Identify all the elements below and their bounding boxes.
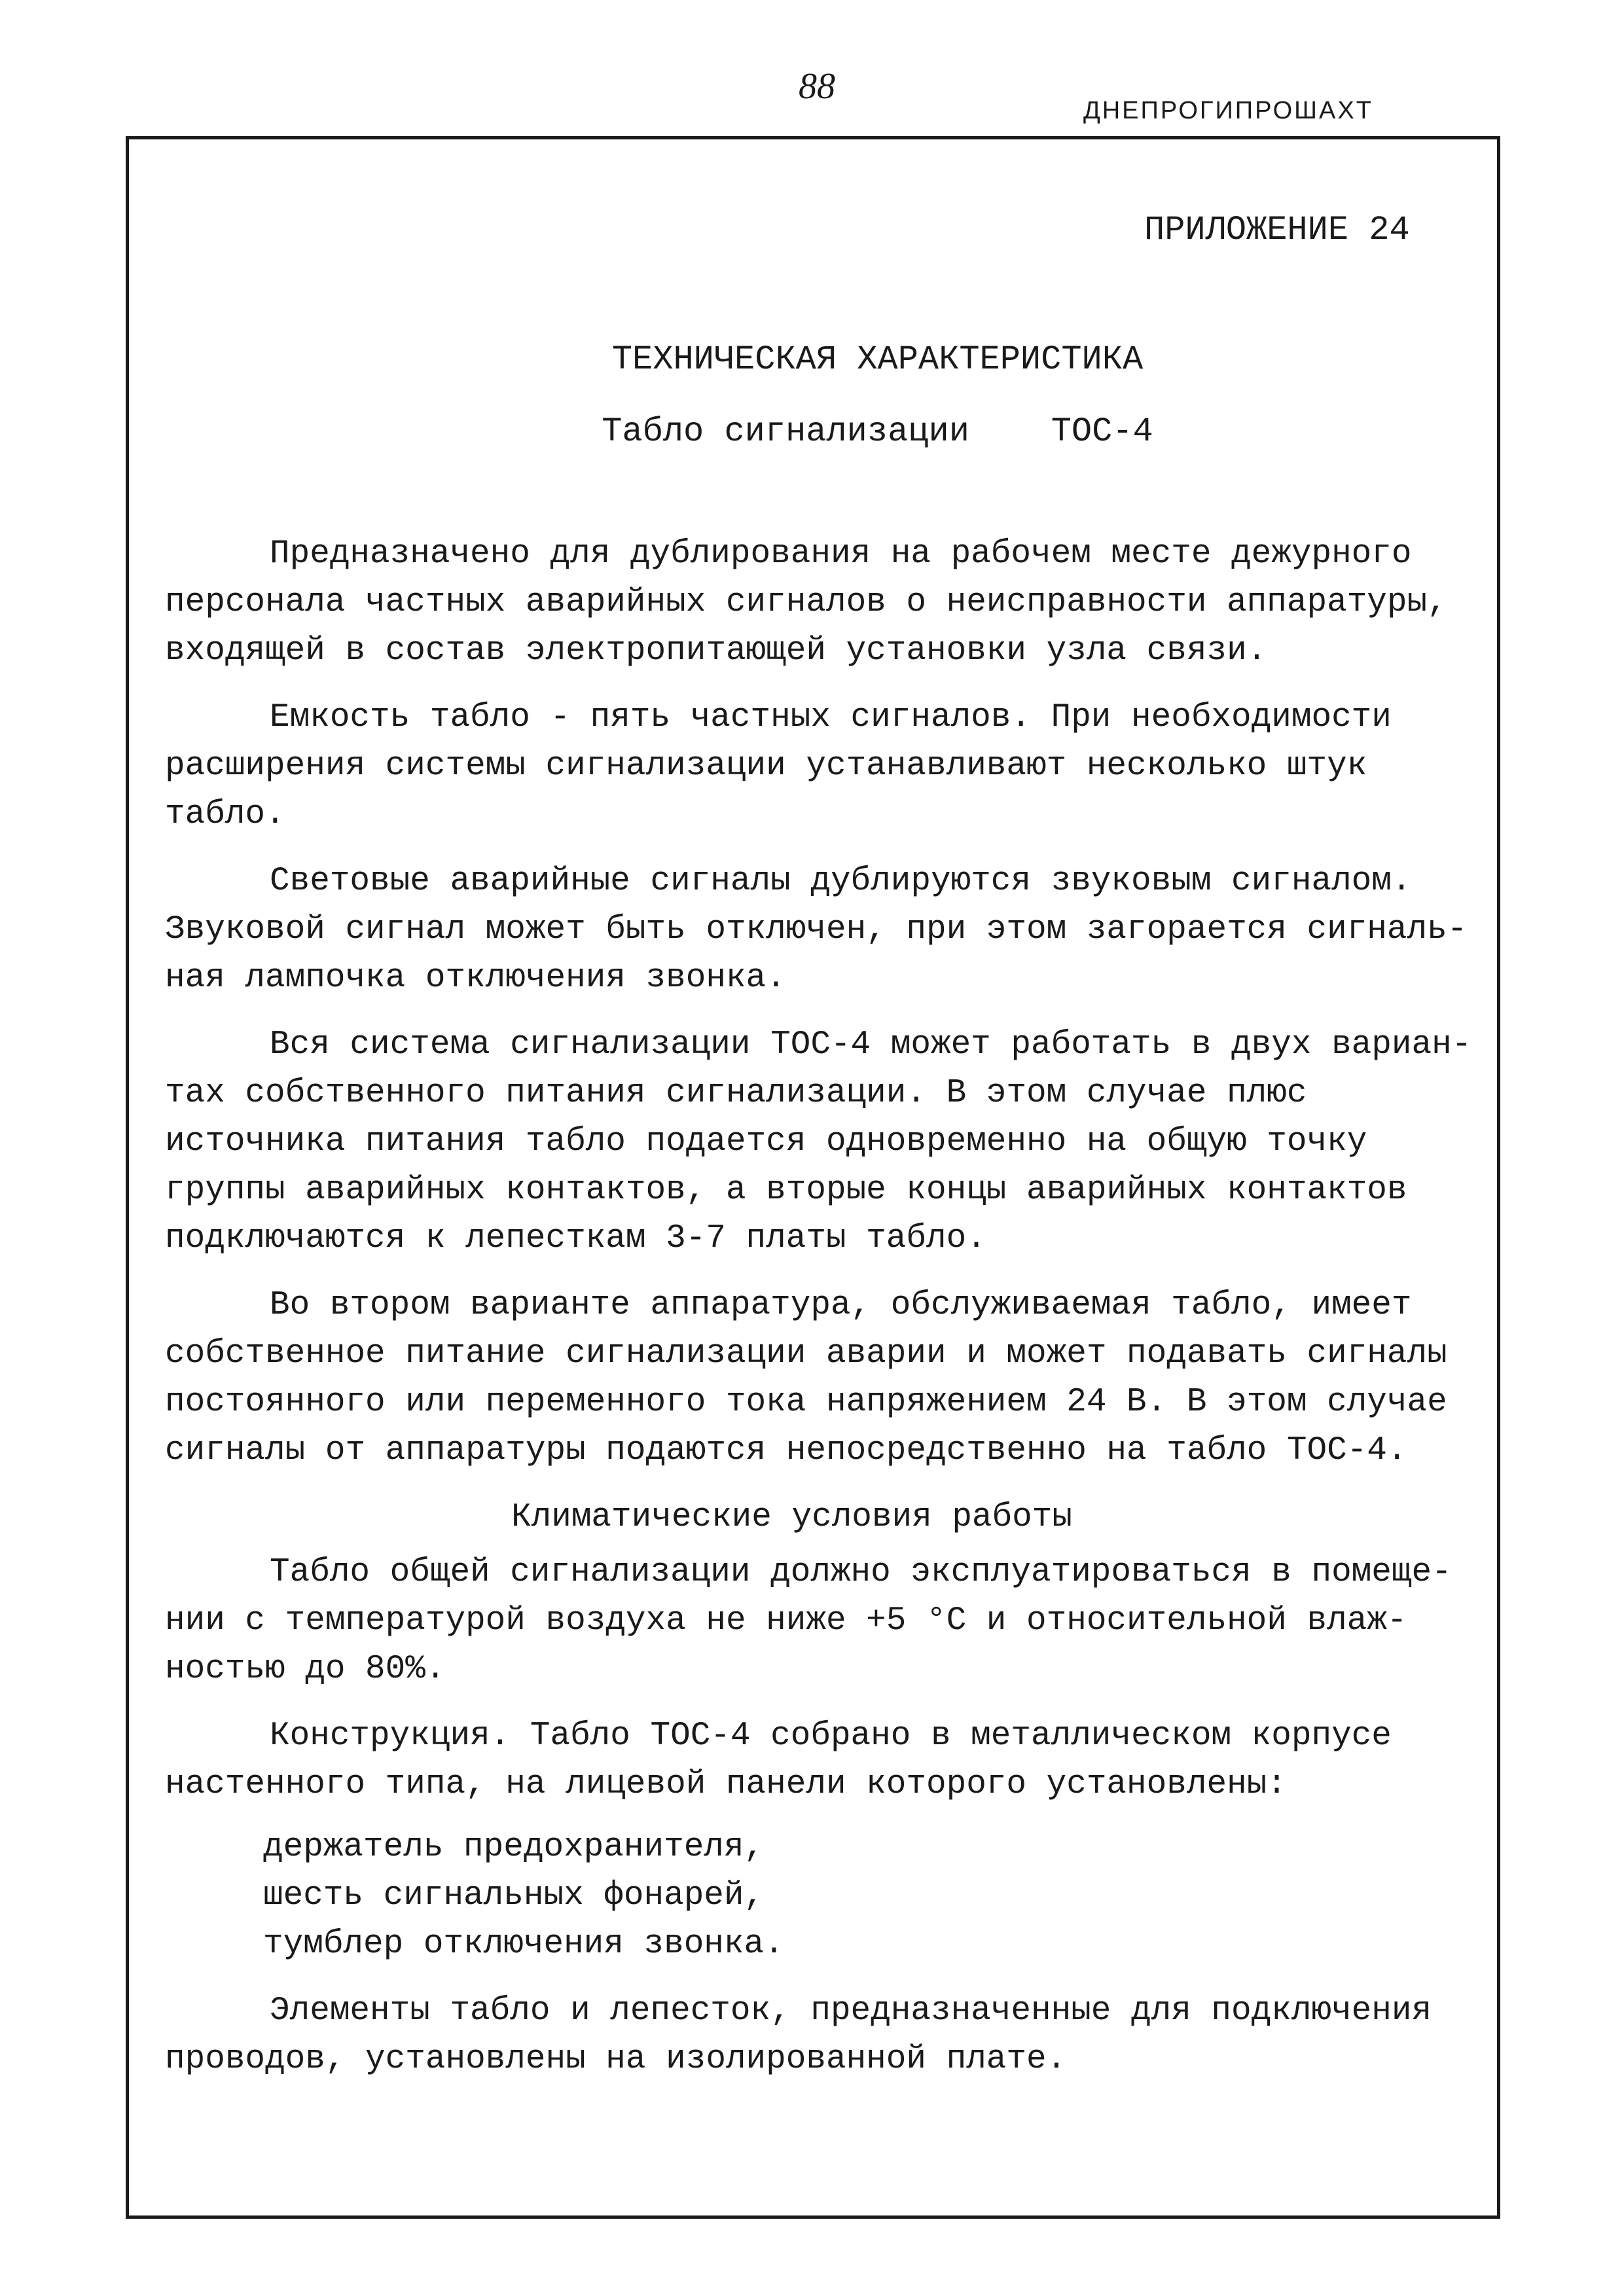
- text-line: сигналы от аппаратуры подаются непосредственно на табло ТОС-4.: [165, 1432, 1407, 1469]
- organization-name: ДНЕПРОГИПРОШАХТ: [1083, 97, 1373, 124]
- text-line: персонала частных аварийных сигналов о неисправности аппаратуры,: [165, 584, 1447, 621]
- text-line: нии с температурой воздуха не ниже +5 °С и относительной влаж-: [165, 1602, 1407, 1640]
- text-line: ная лампочка отключения звонка.: [165, 960, 786, 997]
- text-line: Во втором варианте аппаратура, обслуживаемая табло, имеет: [270, 1287, 1412, 1324]
- text-line: Вся система сигнализации ТОС-4 может работать в двух вариан-: [270, 1026, 1472, 1064]
- text-line: подключаются к лепесткам 3-7 платы табло.: [165, 1220, 986, 1257]
- text-line: расширения системы сигнализации устанавливают несколько штук: [165, 747, 1367, 785]
- paragraph-climate: [165, 1549, 1484, 1694]
- text-line: Емкость табло - пять частных сигналов. При необходимости: [270, 699, 1392, 736]
- text-line: проводов, установлены на изолированной плате.: [165, 2041, 1067, 2078]
- text-line: Элементы табло и лепесток, предназначенные для подключения: [270, 1992, 1432, 2030]
- text-line: Световые аварийные сигналы дублируются звуковым сигналом.: [270, 863, 1412, 900]
- text-line: постоянного или переменного тока напряжением 24 В. В этом случае: [165, 1384, 1447, 1421]
- list-item: шесть сигнальных фонарей,: [263, 1877, 765, 1914]
- climate-heading: Климатические условия работы: [511, 1499, 1072, 1536]
- text-line: тах собственного питания сигнализации. В этом случае плюс: [165, 1075, 1307, 1112]
- text-line: группы аварийных контактов, а вторые концы аварийных контактов: [165, 1172, 1407, 1209]
- document-title: ТЕХНИЧЕСКАЯ ХАРАКТЕРИСТИКА: [611, 340, 1144, 379]
- text-line: Конструкция. Табло ТОС-4 собрано в металлическом корпусе: [270, 1717, 1392, 1755]
- text-line: настенного типа, на лицевой панели которого установлены:: [165, 1766, 1287, 1803]
- text-line: Табло общей сигнализации должно эксплуатироваться в помеще-: [270, 1554, 1452, 1591]
- document-subtitle: Табло сигнализации ТОС-4: [602, 412, 1153, 451]
- paragraph-capacity: [165, 694, 1484, 839]
- text-line: Предназначено для дублирования на рабочем месте дежурного: [270, 535, 1412, 573]
- text-line: ностью до 80%.: [165, 1651, 446, 1688]
- appendix-label: ПРИЛОЖЕНИЕ 24: [1144, 211, 1410, 249]
- paragraph-variant-two: [165, 1282, 1484, 1475]
- text-line: табло.: [165, 796, 285, 833]
- paragraph-variant-one: [165, 1021, 1484, 1263]
- text-line: собственное питание сигнализации аварии и может подавать сигналы: [165, 1335, 1447, 1372]
- paragraph-purpose: [165, 530, 1484, 675]
- construction-list: [165, 1823, 1484, 1969]
- text-line: Звуковой сигнал может быть отключен, при этом загорается сигналь-: [165, 911, 1468, 948]
- paragraph-signals: [165, 857, 1484, 1003]
- list-item: держатель предохранителя,: [263, 1829, 765, 1866]
- text-line: источника питания табло подается одновременно на общую точку: [165, 1123, 1367, 1160]
- list-item: тумблер отключения звонка.: [263, 1926, 784, 1963]
- paragraph-elements: [165, 1987, 1484, 2084]
- page-number: 88: [799, 66, 835, 107]
- body-text: [165, 530, 1484, 2102]
- text-line: входящей в состав электропитающей установки узла связи.: [165, 632, 1267, 670]
- paragraph-construction: [165, 1712, 1484, 1809]
